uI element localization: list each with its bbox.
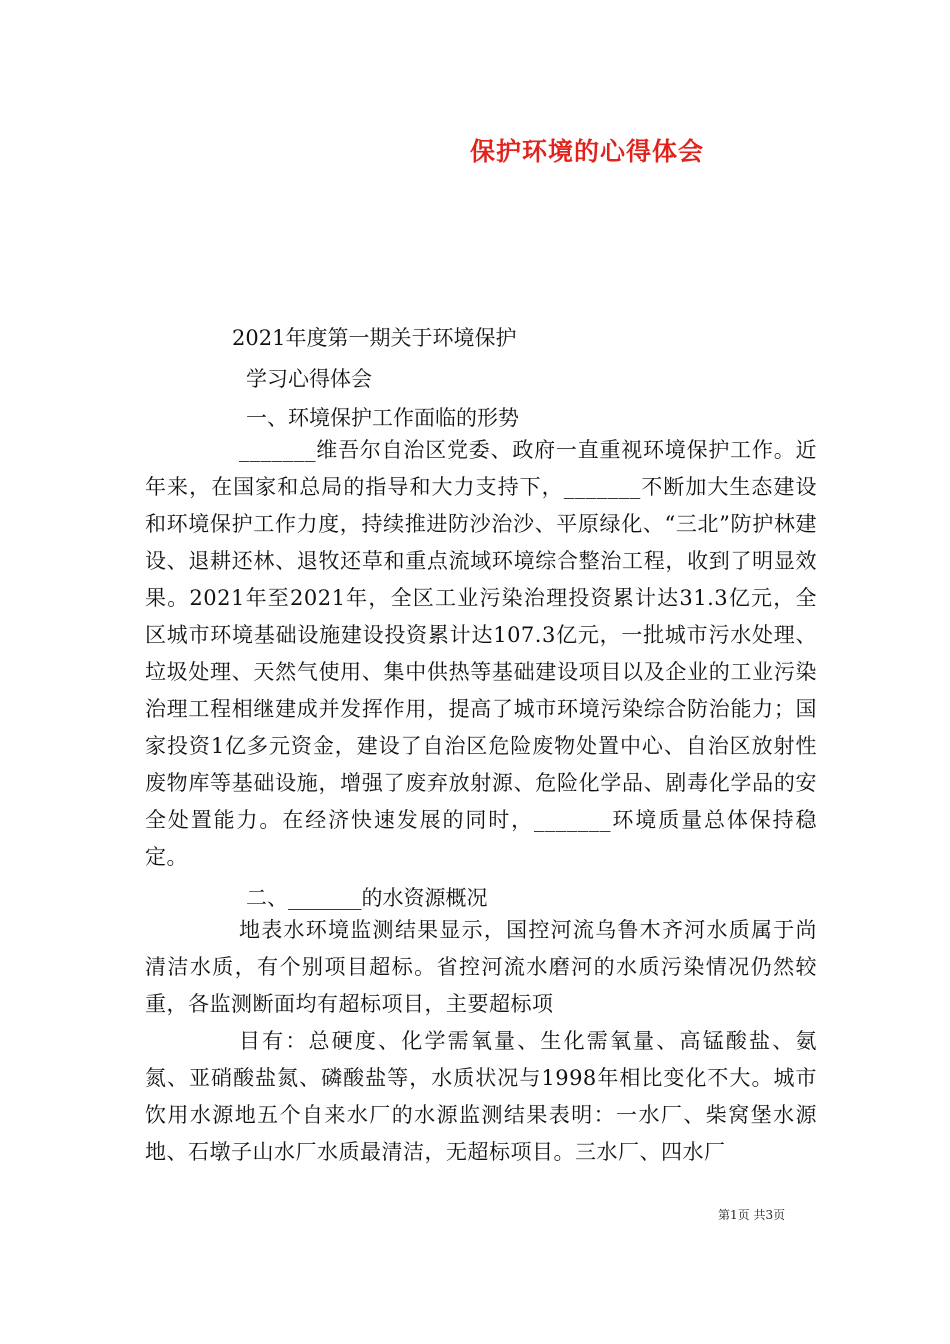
section-2-heading: 二、_______的水资源概况 [246,886,488,910]
paragraph-2: 地表水环境监测结果显示，国控河流乌鲁木齐河水质属于尚清洁水质，有个别项目超标。省控河流水磨河的水质污染情况仍然较重，各监测断面均有超标项目，主要超标项 [145,918,817,1016]
document-title: 保护环境的心得体会 [470,137,705,166]
page-number-footer: 第1页 共3页 [718,1208,786,1222]
heading-line-2: 学习心得体会 [246,367,372,391]
paragraph-3: 目有：总硬度、化学需氧量、生化需氧量、高锰酸盐、氨氮、亚硝酸盐氮、磷酸盐等，水质状况与1998年相比变化不大。城市饮用水源地五个自来水厂的水源监测结果表明：一水厂、柴窝堡水源地、石墩子山水厂水质最清洁，无超标项目。三水厂、四水厂 [145,1029,817,1164]
heading-line-1: 2021年度第一期关于环境保护 [232,326,517,350]
paragraph-1: _______维吾尔自治区党委、政府一直重视环境保护工作。近年来，在国家和总局的指导和大力支持下，_______不断加大生态建设和环境保护工作力度，持续推进防沙治沙、平原绿化、“三北”防护林建设、退耕还林、退牧还草和重点流域环境综合整治工程，收到了明显效果。2021年至2021年，全区工业污染治理投资累计达31.3亿元，全区城市环境基础设施建设投资累计达107.3亿元，一批城市污水处理、垃圾处理、天然气使用、集中供热等基础建设项目以及企业的工业污染治理工程相继建成并发挥作用，提高了城市环境污染综合防治能力；国家投资1亿多元资金，建设了自治区危险废物处置中心、自治区放射性废物库等基础设施，增强了废弃放射源、危险化学品、剧毒化学品的安全处置能力。在经济快速发展的同时，_______环境质量总体保持稳定。 [145,438,817,869]
section-1-heading: 一、环境保护工作面临的形势 [246,406,519,430]
